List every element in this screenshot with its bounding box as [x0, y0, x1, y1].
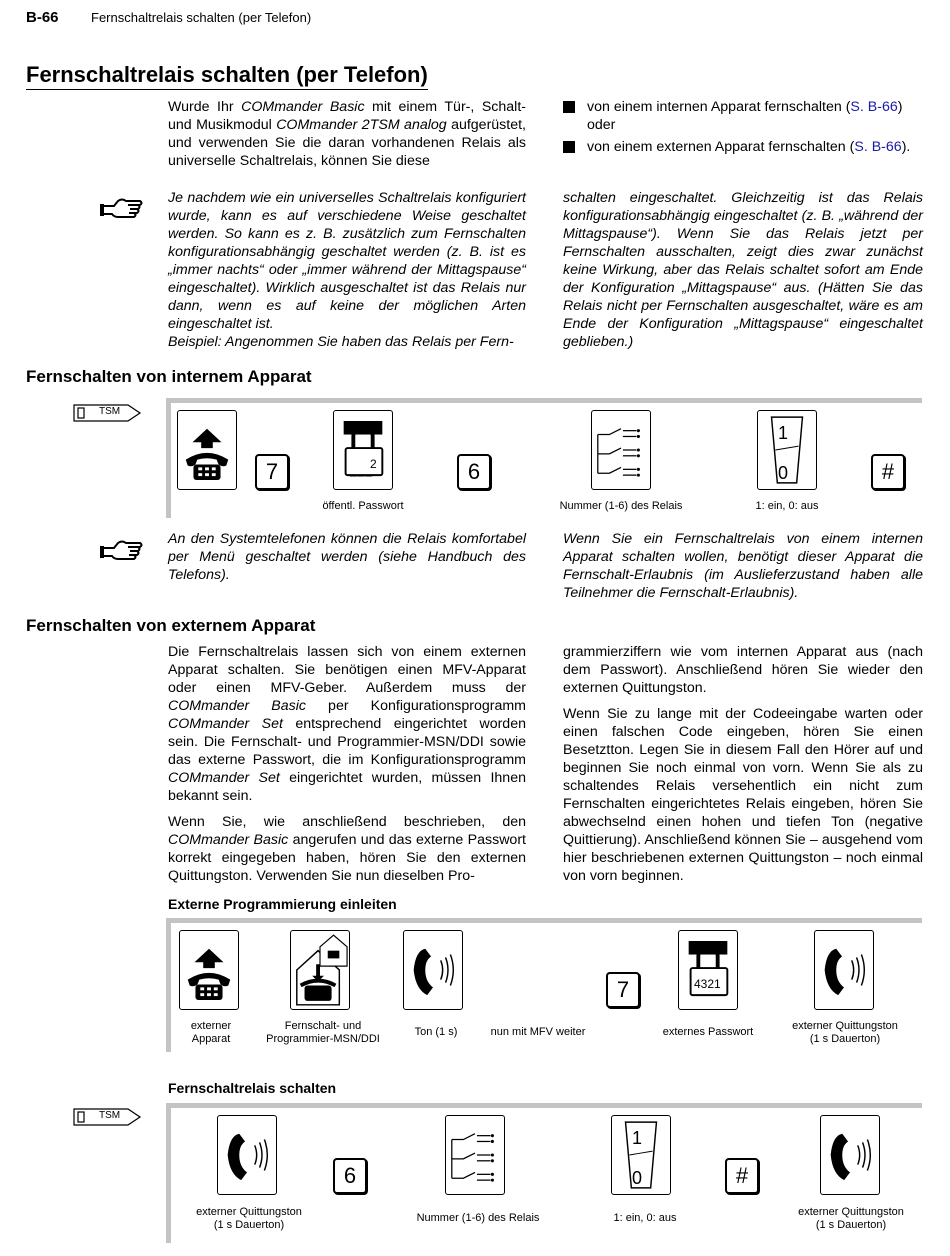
note2-left: An den Systemtelefonen können die Relais komfortabel per Menü geschaltet werden (siehe Handbuch des Telefons).: [168, 531, 526, 583]
bullet-external: von einem externen Apparat fernschalten (S. B-66).: [563, 138, 923, 156]
ack-tone-box-2: [217, 1115, 277, 1195]
switch-box: 1 0: [757, 410, 817, 490]
msn-box: [290, 930, 350, 1010]
bullet-internal: von einem internen Apparat fernschalten (S. B-66) oder: [563, 98, 923, 134]
heading-internal: Fernschalten von internem Apparat: [26, 367, 312, 386]
page-title: Fernschaltrelais schalten (per Telefon): [26, 62, 428, 90]
house-phone-icon: [291, 931, 349, 1009]
pointing-hand-icon: [100, 196, 144, 222]
pointing-hand-icon-2: [100, 538, 144, 564]
heading-switch-relay: Fernschaltrelais schalten: [168, 1080, 337, 1096]
relay-icon-2: [446, 1116, 504, 1194]
handset-tone-icon-3: [218, 1116, 276, 1194]
caption-mfv: nun mit MFV weiter: [490, 1026, 586, 1038]
relay-box-2: [445, 1115, 505, 1195]
key-7: 7: [255, 454, 289, 490]
relay-icon: [592, 411, 650, 489]
caption-tone: Ton (1 s): [414, 1026, 458, 1038]
caption-password: öffentl. Passwort: [322, 500, 404, 512]
ext-phone-box: [179, 930, 239, 1010]
handset-tone-icon-4: [821, 1116, 879, 1194]
phone-lift-icon-ext: [180, 931, 238, 1009]
padlock-icon: [334, 411, 392, 489]
intro-bullets: [563, 98, 923, 156]
caption-ext-phone: externer Apparat: [190, 1020, 232, 1045]
caption-ack-tone-2: externer Quittungston (1 s Dauerton): [196, 1206, 302, 1231]
password-lock-box: 2 ___: [333, 410, 393, 490]
caption-relay: Nummer (1-6) des Relais: [559, 500, 683, 512]
page-number: B-66: [26, 9, 59, 26]
key-hash-ext: #: [725, 1158, 759, 1194]
key-6-ext: 6: [333, 1158, 367, 1194]
caption-relay-2: Nummer (1-6) des Relais: [416, 1212, 540, 1224]
caption-ack-tone: externer Quittungston (1 s Dauerton): [792, 1020, 898, 1045]
note1-right: schalten eingeschaltet. Gleichzeitig ist das Relais konfigurationsabhängig eingeschaltet (z. B. „während der Mittagspause“). Wenn Sie das Relais jetzt per Fernschalten ausschalten, zeigt dies zwar zunächst keine Wirkung, aber das Relais schaltet sofort am Ende der Konfiguration „Mittagspause“ aus. (Hätten Sie das Relais nicht per Fernschalten ausgeschaltet, wäre es am Ende der Konfiguration „Mittagspause“ eingeschaltet geblieben.): [563, 190, 923, 350]
caption-switch: 1: ein, 0: aus: [755, 500, 819, 512]
heading-start-programming: Externe Programmierung einleiten: [168, 896, 397, 912]
key-7-ext: 7: [606, 972, 640, 1008]
external-right-text: grammierziffern wie vom internen Apparat aus (nach dem Passwort). Anschließend hören Sie wieder den externen Quittungston. Wenn Sie zu lange mit der Codeeingabe warten oder einen falschen Code eingeben, hören Sie einen Besetztton. Legen Sie in diesem Fall den Hörer auf und beginnen Sie noch einmal von vorn. Wenn Sie als zu schaltendes Relais versehentlich ein nicht zum Fernschalten eingerichtetes Relais eingeben, hören Sie abwechselnd einen hohen und tiefen Ton (negative Quittierung). Anschließend können Sie – ausgehend vom hier beschriebenen externen Quittungston – noch einmal von vorn beginnen.: [563, 644, 923, 884]
link-internal[interactable]: S. B-66: [850, 99, 898, 115]
link-external[interactable]: S. B-66: [854, 139, 902, 155]
padlock-icon-ext: [679, 931, 737, 1009]
relay-box: [591, 410, 651, 490]
ext-password-box: 4321: [678, 930, 738, 1010]
caption-ext-password: externes Passwort: [662, 1026, 754, 1038]
ack-tone-box: [814, 930, 874, 1010]
phone-lift-icon: [178, 411, 236, 489]
note1-left: Je nachdem wie ein universelles Schaltrelais konfiguriert wurde, kann es auf verschiedene Weise geschaltet werden. So kann es z. B. zusätzlich zum Fernschalten konfigurationsabhängig geschaltet werden (z. B. ist es „immer nachts“ oder „immer während der Mittagspause“ eingeschaltet). Wirklich ausgeschaltet ist das Relais nur dann, wenn es auf keine der möglichen Arten eingeschaltet ist. Beispiel: Angenommen Sie haben das Relais per Fern-: [168, 190, 526, 350]
ack-tone-box-3: [820, 1115, 880, 1195]
tone-box: [403, 930, 463, 1010]
switch-box-2: 1 0: [611, 1115, 671, 1195]
note2-right: Wenn Sie ein Fernschaltrelais von einem internen Apparat schalten wollen, benötigt dieser Apparat die Fernschalt-Erlaubnis (im Auslieferzustand haben alle Teilnehmer die Fernschalt-Erlaubnis).: [563, 531, 923, 601]
caption-ack-tone-3: externer Quittungston (1 s Dauerton): [798, 1206, 904, 1231]
tsm-badge-2: TSM: [72, 1107, 142, 1127]
caption-switch-2: 1: ein, 0: aus: [613, 1212, 677, 1224]
phone-lift-box: [177, 410, 237, 490]
running-header: Fernschaltrelais schalten (per Telefon): [91, 10, 312, 25]
handset-tone-icon-2: [815, 931, 873, 1009]
external-left-text: Die Fernschaltrelais lassen sich von einem externen Apparat schalten. Sie benötigen einen MFV-Apparat oder einen MFV-Geber. Außerdem muss der COMmander Basic per Konfigurationsprogramm COMmander Set entsprechend eingerichtet worden sein. Die Fernschalt- und Programmier-MSN/DDI sowie das externe Passwort, die im Konfigurationsprogramm COMmander Set eingerichtet wurden, müssen Ihnen bekannt sein. Wenn Sie, wie anschließend beschrieben, den COMmander Basic angerufen und das externe Passwort korrekt eingegeben haben, hören Sie den externen Quittungston. Verwenden Sie nun dieselben Pro-: [168, 644, 526, 884]
key-6: 6: [457, 454, 491, 490]
intro-text: Wurde Ihr COMmander Basic mit einem Tür-, Schalt- und Musikmodul COMmander 2TSM analog aufgerüstet, und verwenden Sie die daran vorhandenen Relais als universelle Schaltrelais, können Sie diese: [168, 99, 526, 169]
key-hash: #: [871, 454, 905, 490]
tsm-badge: TSM: [72, 403, 142, 423]
handset-tone-icon: [404, 931, 462, 1009]
heading-external: Fernschalten von externem Apparat: [26, 616, 316, 635]
caption-msn: Fernschalt- und Programmier-MSN/DDI: [266, 1020, 380, 1045]
